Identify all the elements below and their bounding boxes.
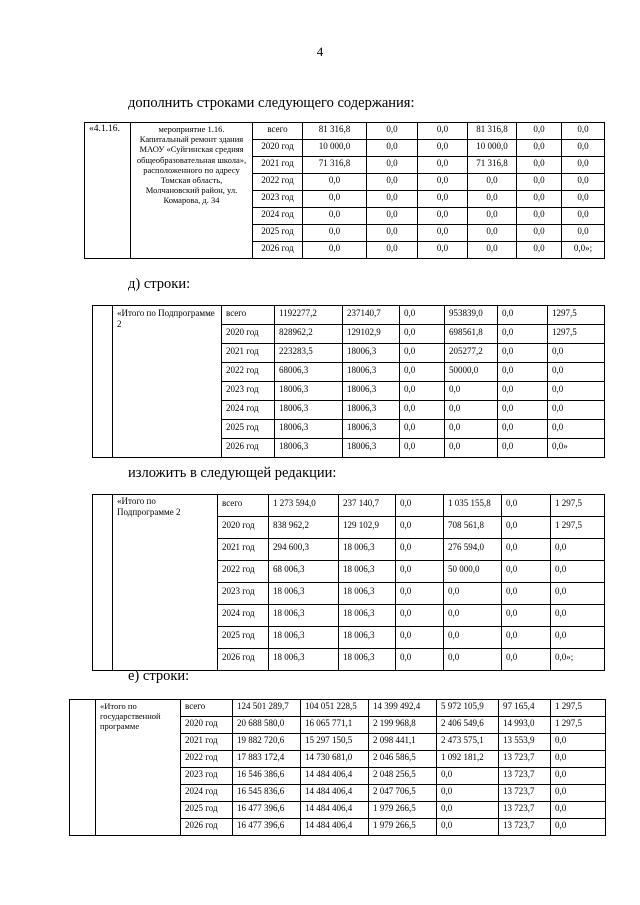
value-cell: 13 723,7 — [499, 785, 551, 802]
value-cell: 18006,3 — [343, 344, 400, 363]
period-cell: всего — [253, 123, 303, 140]
period-cell: 2020 год — [222, 325, 275, 344]
value-cell: 0,0 — [437, 785, 499, 802]
value-cell: 0,0 — [517, 242, 562, 259]
value-cell: 1 297,5 — [551, 717, 606, 734]
value-cell: 0,0 — [562, 191, 605, 208]
value-cell: 0,0 — [400, 306, 445, 325]
value-cell: 0,0 — [445, 401, 498, 420]
value-cell: 0,0 — [303, 191, 367, 208]
value-cell: 2 047 706,5 — [369, 785, 437, 802]
value-cell: 16 477 396,6 — [233, 819, 301, 836]
value-cell: 13 553,9 — [499, 734, 551, 751]
value-cell: 0,0 — [551, 627, 605, 649]
value-cell: 18006,3 — [343, 382, 400, 401]
value-cell: 2 199 968,8 — [369, 717, 437, 734]
value-cell: 0,0 — [468, 242, 517, 259]
value-cell: 0,0 — [445, 439, 498, 458]
table-row — [93, 306, 605, 325]
value-cell: 0,0 — [548, 382, 605, 401]
period-cell: 2024 год — [253, 208, 303, 225]
value-cell: 1192277,2 — [275, 306, 343, 325]
heading-new-edition: изложить в следующей редакции: — [128, 465, 337, 481]
value-cell: 0,0 — [502, 495, 551, 517]
value-cell: 0,0 — [517, 140, 562, 157]
value-cell: 1297,5 — [548, 325, 605, 344]
value-cell: 0,0 — [396, 517, 444, 539]
value-cell: 0,0 — [517, 123, 562, 140]
value-cell: 18006,3 — [275, 439, 343, 458]
value-cell: 0,0 — [551, 734, 606, 751]
value-cell: 18 006,3 — [339, 649, 396, 671]
value-cell: 13 723,7 — [499, 819, 551, 836]
value-cell: 14 993,0 — [499, 717, 551, 734]
period-cell: 2020 год — [218, 517, 269, 539]
value-cell: 18 006,3 — [269, 583, 339, 605]
value-cell: 0,0 — [418, 157, 468, 174]
table-row — [85, 123, 605, 140]
period-cell: 2023 год — [181, 768, 233, 785]
value-cell: 0,0 — [400, 363, 445, 382]
value-cell: 50000,0 — [445, 363, 498, 382]
value-cell: 0,0 — [468, 225, 517, 242]
value-cell: 1 035 155,8 — [444, 495, 502, 517]
value-cell: 18006,3 — [343, 420, 400, 439]
period-cell: 2026 год — [218, 649, 269, 671]
value-cell: 14 484 406,4 — [301, 802, 369, 819]
period-cell: 2024 год — [222, 401, 275, 420]
blank-cell — [93, 495, 113, 671]
value-cell: 0,0 — [498, 420, 548, 439]
value-cell: 18 006,3 — [339, 605, 396, 627]
table-row — [93, 495, 605, 517]
value-cell: 0,0 — [437, 802, 499, 819]
period-cell: 2025 год — [253, 225, 303, 242]
value-cell: 708 561,8 — [444, 517, 502, 539]
value-cell: 276 594,0 — [444, 539, 502, 561]
value-cell: 0,0 — [400, 344, 445, 363]
value-cell: 10 000,0 — [303, 140, 367, 157]
value-cell: 0,0 — [396, 495, 444, 517]
value-cell: 14 399 492,4 — [369, 700, 437, 717]
value-cell: 0,0 — [444, 627, 502, 649]
value-cell: 0,0 — [444, 583, 502, 605]
value-cell: 0,0 — [548, 401, 605, 420]
value-cell: 0,0 — [517, 174, 562, 191]
period-cell: 2024 год — [181, 785, 233, 802]
value-cell: 81 316,8 — [303, 123, 367, 140]
value-cell: 0,0 — [396, 627, 444, 649]
table-row — [70, 700, 606, 717]
value-cell: 68006,3 — [275, 363, 343, 382]
row-label: мероприятие 1.16. Капитальный ремонт здания МАОУ «Суйгинская средняя общеобразовательная школа», расположенного по адресу Томская область, Молчановский район, ул. Комарова, д. 34 — [131, 123, 253, 259]
value-cell: 97 165,4 — [499, 700, 551, 717]
value-cell: 0,0 — [437, 768, 499, 785]
value-cell: 0,0 — [400, 439, 445, 458]
value-cell: 0,0 — [367, 208, 418, 225]
value-cell: 0,0 — [367, 157, 418, 174]
value-cell: 0,0 — [517, 157, 562, 174]
period-cell: 2021 год — [222, 344, 275, 363]
value-cell: 0,0» — [548, 439, 605, 458]
period-cell: 2024 год — [218, 605, 269, 627]
value-cell: 17 883 172,4 — [233, 751, 301, 768]
value-cell: 0,0 — [367, 140, 418, 157]
value-cell: 294 600,3 — [269, 539, 339, 561]
value-cell: 0,0 — [548, 363, 605, 382]
period-cell: 2025 год — [222, 420, 275, 439]
value-cell: 1 273 594,0 — [269, 495, 339, 517]
table-state-program-total — [69, 699, 606, 836]
value-cell: 0,0 — [303, 174, 367, 191]
period-cell: 2026 год — [222, 439, 275, 458]
value-cell: 0,0 — [400, 325, 445, 344]
table-measure-1-16 — [84, 122, 605, 259]
value-cell: 0,0 — [418, 225, 468, 242]
value-cell: 0,0 — [502, 583, 551, 605]
value-cell: 71 316,8 — [468, 157, 517, 174]
row-code: «4.1.16. — [85, 123, 131, 259]
period-cell: 2026 год — [181, 819, 233, 836]
value-cell: 0,0 — [498, 439, 548, 458]
value-cell: 2 473 575,1 — [437, 734, 499, 751]
value-cell: 18006,3 — [275, 401, 343, 420]
value-cell: 0,0 — [498, 325, 548, 344]
value-cell: 205277,2 — [445, 344, 498, 363]
value-cell: 13 723,7 — [499, 802, 551, 819]
value-cell: 0,0 — [444, 649, 502, 671]
value-cell: 0,0 — [498, 363, 548, 382]
value-cell: 13 723,7 — [499, 768, 551, 785]
value-cell: 0,0 — [303, 225, 367, 242]
value-cell: 129102,9 — [343, 325, 400, 344]
value-cell: 14 484 406,4 — [301, 768, 369, 785]
value-cell: 0,0 — [498, 306, 548, 325]
value-cell: 18 006,3 — [269, 605, 339, 627]
value-cell: 71 316,8 — [303, 157, 367, 174]
value-cell: 18 006,3 — [269, 627, 339, 649]
value-cell: 0,0 — [437, 819, 499, 836]
value-cell: 18 006,3 — [339, 561, 396, 583]
table-subprogram-2-new — [92, 494, 605, 671]
value-cell: 2 406 549,6 — [437, 717, 499, 734]
value-cell: 0,0 — [396, 649, 444, 671]
value-cell: 0,0 — [444, 605, 502, 627]
value-cell: 828962,2 — [275, 325, 343, 344]
value-cell: 0,0 — [498, 382, 548, 401]
value-cell: 2 048 256,5 — [369, 768, 437, 785]
value-cell: 0,0 — [400, 401, 445, 420]
period-cell: 2022 год — [222, 363, 275, 382]
blank-cell — [70, 700, 96, 836]
value-cell: 0,0 — [502, 517, 551, 539]
value-cell: 0,0 — [367, 242, 418, 259]
period-cell: 2022 год — [181, 751, 233, 768]
value-cell: 18 006,3 — [339, 539, 396, 561]
value-cell: 0,0 — [396, 561, 444, 583]
value-cell: 237 140,7 — [339, 495, 396, 517]
value-cell: 0,0 — [551, 768, 606, 785]
period-cell: 2025 год — [218, 627, 269, 649]
period-cell: 2020 год — [253, 140, 303, 157]
value-cell: 1 297,5 — [551, 517, 605, 539]
period-cell: 2023 год — [253, 191, 303, 208]
value-cell: 1 979 266,5 — [369, 819, 437, 836]
period-cell: 2023 год — [218, 583, 269, 605]
value-cell: 0,0 — [551, 819, 606, 836]
value-cell: 18006,3 — [343, 439, 400, 458]
period-cell: 2022 год — [253, 174, 303, 191]
row-label: «Итого по государственной программе — [96, 700, 181, 836]
table-subprogram-2-old — [92, 305, 605, 458]
value-cell: 1297,5 — [548, 306, 605, 325]
value-cell: 16 546 386,6 — [233, 768, 301, 785]
value-cell: 0,0 — [418, 140, 468, 157]
value-cell: 0,0 — [396, 605, 444, 627]
value-cell: 0,0 — [468, 174, 517, 191]
page-number: 4 — [316, 44, 324, 59]
value-cell: 698561,8 — [445, 325, 498, 344]
value-cell: 18 006,3 — [269, 649, 339, 671]
value-cell: 0,0 — [551, 539, 605, 561]
value-cell: 0,0 — [551, 802, 606, 819]
value-cell: 0,0 — [445, 382, 498, 401]
value-cell: 0,0 — [551, 751, 606, 768]
value-cell: 10 000,0 — [468, 140, 517, 157]
period-cell: всего — [218, 495, 269, 517]
value-cell: 0,0 — [396, 583, 444, 605]
value-cell: 16 477 396,6 — [233, 802, 301, 819]
value-cell: 0,0»; — [551, 649, 605, 671]
value-cell: 0,0 — [562, 208, 605, 225]
value-cell: 0,0 — [562, 123, 605, 140]
value-cell: 0,0 — [517, 191, 562, 208]
period-cell: 2021 год — [253, 157, 303, 174]
value-cell: 68 006,3 — [269, 561, 339, 583]
value-cell: 0,0 — [551, 561, 605, 583]
value-cell: 0,0 — [418, 242, 468, 259]
period-cell: 2022 год — [218, 561, 269, 583]
value-cell: 50 000,0 — [444, 561, 502, 583]
value-cell: 0,0 — [502, 561, 551, 583]
value-cell: 0,0 — [418, 208, 468, 225]
value-cell: 0,0 — [562, 157, 605, 174]
value-cell: 0,0 — [468, 208, 517, 225]
value-cell: 0,0 — [548, 420, 605, 439]
value-cell: 0,0 — [303, 242, 367, 259]
heading-add-rows: дополнить строками следующего содержания: — [128, 95, 415, 111]
value-cell: 0,0 — [498, 344, 548, 363]
value-cell: 14 484 406,4 — [301, 819, 369, 836]
value-cell: 237140,7 — [343, 306, 400, 325]
value-cell: 18006,3 — [275, 420, 343, 439]
period-cell: всего — [222, 306, 275, 325]
row-label: «Итого по Подпрограмме 2 — [113, 495, 218, 671]
period-cell: 2020 год — [181, 717, 233, 734]
value-cell: 223283,5 — [275, 344, 343, 363]
value-cell: 0,0 — [502, 605, 551, 627]
value-cell: 0,0 — [551, 583, 605, 605]
value-cell: 1 092 181,2 — [437, 751, 499, 768]
value-cell: 104 051 228,5 — [301, 700, 369, 717]
value-cell: 81 316,8 — [468, 123, 517, 140]
value-cell: 0,0 — [400, 420, 445, 439]
value-cell: 0,0 — [367, 225, 418, 242]
value-cell: 1 297,5 — [551, 495, 605, 517]
value-cell: 0,0 — [551, 785, 606, 802]
value-cell: 0,0 — [502, 627, 551, 649]
value-cell: 18006,3 — [343, 363, 400, 382]
period-cell: 2026 год — [253, 242, 303, 259]
value-cell: 0,0 — [562, 225, 605, 242]
value-cell: 0,0 — [303, 208, 367, 225]
value-cell: 15 297 150,5 — [301, 734, 369, 751]
value-cell: 14 730 681,0 — [301, 751, 369, 768]
value-cell: 0,0 — [396, 539, 444, 561]
period-cell: 2021 год — [181, 734, 233, 751]
blank-cell — [93, 306, 113, 458]
value-cell: 2 046 586,5 — [369, 751, 437, 768]
value-cell: 1 297,5 — [551, 700, 606, 717]
value-cell: 14 484 406,4 — [301, 785, 369, 802]
value-cell: 0,0 — [418, 191, 468, 208]
value-cell: 18 006,3 — [339, 583, 396, 605]
value-cell: 0,0 — [367, 174, 418, 191]
value-cell: 0,0 — [562, 174, 605, 191]
value-cell: 0,0 — [367, 123, 418, 140]
value-cell: 0,0 — [418, 174, 468, 191]
period-cell: 2023 год — [222, 382, 275, 401]
row-label: «Итого по Подпрограмме 2 — [113, 306, 222, 458]
value-cell: 16 545 836,6 — [233, 785, 301, 802]
value-cell: 953839,0 — [445, 306, 498, 325]
value-cell: 838 962,2 — [269, 517, 339, 539]
value-cell: 0,0 — [517, 208, 562, 225]
value-cell: 18006,3 — [275, 382, 343, 401]
value-cell: 18 006,3 — [339, 627, 396, 649]
value-cell: 2 098 441,1 — [369, 734, 437, 751]
value-cell: 129 102,9 — [339, 517, 396, 539]
value-cell: 0,0»; — [562, 242, 605, 259]
value-cell: 0,0 — [498, 401, 548, 420]
value-cell: 19 882 720,6 — [233, 734, 301, 751]
value-cell: 0,0 — [517, 225, 562, 242]
value-cell: 13 723,7 — [499, 751, 551, 768]
value-cell: 0,0 — [468, 191, 517, 208]
period-cell: 2025 год — [181, 802, 233, 819]
value-cell: 0,0 — [551, 605, 605, 627]
value-cell: 0,0 — [445, 420, 498, 439]
value-cell: 18006,3 — [343, 401, 400, 420]
value-cell: 5 972 105,9 — [437, 700, 499, 717]
value-cell: 0,0 — [367, 191, 418, 208]
value-cell: 0,0 — [548, 344, 605, 363]
value-cell: 0,0 — [502, 649, 551, 671]
value-cell: 1 979 266,5 — [369, 802, 437, 819]
value-cell: 0,0 — [400, 382, 445, 401]
period-cell: 2021 год — [218, 539, 269, 561]
value-cell: 0,0 — [502, 539, 551, 561]
heading-d-rows: д) строки: — [128, 276, 191, 292]
period-cell: всего — [181, 700, 233, 717]
value-cell: 0,0 — [418, 123, 468, 140]
value-cell: 124 501 289,7 — [233, 700, 301, 717]
value-cell: 20 688 580,0 — [233, 717, 301, 734]
value-cell: 16 065 771,1 — [301, 717, 369, 734]
value-cell: 0,0 — [562, 140, 605, 157]
heading-e-rows: е) строки: — [128, 668, 190, 684]
